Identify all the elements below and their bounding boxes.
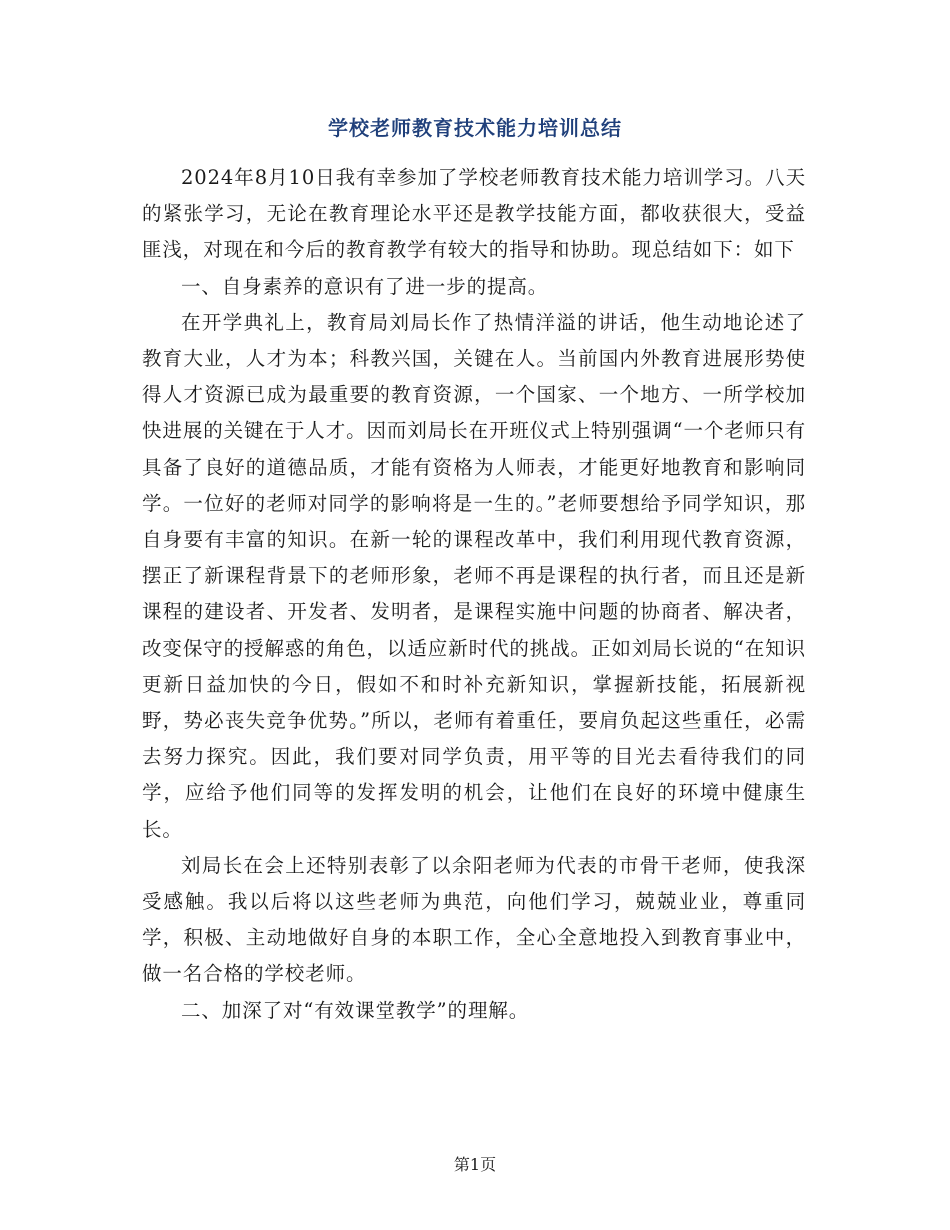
paragraph-opening-ceremony: 在开学典礼上，教育局刘局长作了热情洋溢的讲话，他生动地论述了教育大业，人才为本；科教兴国，关键在人。当前国内外教育进展形势使得人才资源已成为最重要的教育资源，一个国家、一个地方、一所学校加快进展的关键在于人才。因而刘局长在开班仪式上特别强调“一个老师只有具备了良好的道德品质，才能有资格为人师表，才能更好地教育和影响同学。一位好的老师对同学的影响将是一生的。”老师要想给予同学知识，那自身要有丰富的知识。在新一轮的课程改革中，我们利用现代教育资源，摆正了新课程背景下的老师形象，老师不再是课程的执行者，而且还是新课程的建设者、开发者、发明者，是课程实施中问题的协商者、解决者，改变保守的授解惑的角色，以适应新时代的挑战。正如刘局长说的“在知识更新日益加快的今日，假如不和时补充新知识，掌握新技能，拓展新视野，势必丧失竞争优势。”所以，老师有着重任，要肩负起这些重任，必需去努力探究。因此，我们要对同学负责，用平等的目光去看待我们的同学，应给予他们同等的发挥发明的机会，让他们在良好的环境中健康生长。 [142,310,806,841]
paragraph-intro: 2024年8月10日我有幸参加了学校老师教育技术能力培训学习。八天的紧张学习，无论在教育理论水平还是教学技能方面，都收获很大，受益匪浅，对现在和今后的教育教学有较大的指导和协助。现总结如下：如下 [142,166,806,262]
document-title: 学校老师教育技术能力培训总结 [328,116,622,140]
section-heading-2: 二、加深了对“有效课堂教学”的理解。 [181,998,530,1022]
paragraph-commendation: 刘局长在会上还特别表彰了以余阳老师为代表的市骨干老师，使我深受感触。我以后将以这些老师为典范，向他们学习，兢兢业业，尊重同学，积极、主动地做好自身的本职工作，全心全意地投入到教育事业中，做一名合格的学校老师。 [142,853,806,986]
document-body [142,160,806,1029]
page-number: 第1页 [453,1155,497,1174]
section-heading-1: 一、自身素养的意识有了进一步的提高。 [181,274,549,298]
